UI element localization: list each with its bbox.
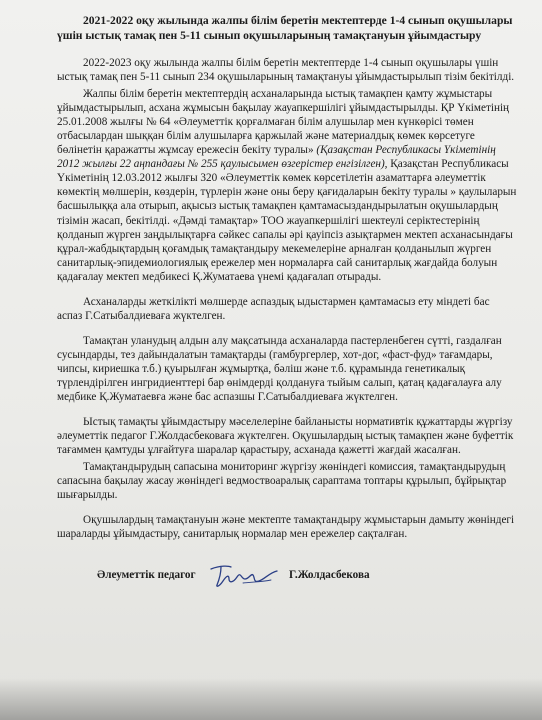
paragraph-legal-basis (57, 87, 517, 284)
signature-name: Г.Жолдасбекова (289, 569, 370, 582)
paragraph-legal-basis-part2: Қазақстан Республикасы Үкіметінің 12.03.2012 жылғы 320 «Әлеуметтік көмек көрсетілетін азаматтарға әлеуметтік көмектің мөлшерін, көздерін, түрлерін және оны беру қағидаларын бекіту туралы » қаулыларын басшылыққа ала отырып, ақысыз ыстық тамақпен қамтамасыздандырылатын оқушылардың тізімін жасап, бекітілді. «Дәмді тамақтар» ТОО жауапкершілігі шектеулі серіктестерінің қолданып жүрген заңдылықтарға сәйкес сапалы әрі қауіпсіз азықтармен мектеп асханасындағы құрал-жабдықтардың қоғамдық тамақтандыру мекемелеріне арналған қолданылып жүрген санитарлық-эпидемиологиялық ережелер мен нормаларға сай санитарлық жағдайда болуын қадағалау мектеп медбикесі Қ.Жуматаева үнемі қадағалап отырады. (57, 158, 517, 283)
paragraph-list-approved: 2022-2023 оқу жылында жалпы білім беретін мектептерде 1-4 сынып оқушылары үшін ыстық тамақ пен 5-11 сынып 234 оқушыларының тамақтануы ұйымдастырылып тізім бекітілді. (57, 57, 515, 84)
signature-role: Әлеуметтік педагог (97, 569, 196, 582)
paragraph-normative-docs: Ыстық тамақты ұйымдастыру мәселелеріне байланысты нормативтік құжаттарды жүргізу әлеуметтік педагог Г.Жолдасбековаға жүктелген. Оқушылардың ыстық тамақпен және буфеттік тағаммен қамтуды ұлғайтуға шаралар қарастыру, асханада қажетті жағдай жасалған. (57, 416, 514, 457)
paragraph-poisoning-prevention: Тамақтан уланудың алдын алу мақсатында асханаларда пастерленбеген сүтті, газдалған сусындарды, тез дайындалатын тамақтарды (гамбургерлер, хот-дог, «фаст-фуд» тағамдары, чипсы, кириешка т.б.) қуырылған жұмыртқа, бәліш және т.б. құрамында генетикалық түрлендірілген ингридиенттері бар өнімдерді қолдануға тыйым салып, қатаң қадағалауға алу медбике Қ.Жуматаевға және бас аспазшы Г.Сатыбалдиеваға жүктелген. (57, 334, 502, 404)
paragraph-legal-basis-italic: (Қазақстан Республикасы Үкіметінің 2012 жылғы 22 аңпандағы № 255 қаулысымен өзгерістер енгізілген), (57, 144, 496, 171)
paragraph-development: Оқушылардың тамақтануын және мектепте тамақтандыру жұмыстарын дамыту жөніндегі шараларды ұйымдастыру, санитарлық нормалар мен ережелер сақталған. (57, 514, 515, 541)
signature-block (57, 567, 517, 591)
document-body (57, 13, 517, 591)
paragraph-monitoring: Тамақтандырудың сапасына мониторинг жүргізу жөніндегі комиссия, тамақтандырудың сапасына бақылау жасау жөніндегі ведмоствоаралық сараптама топтары құрылып, бұйрықтар шығарылды. (57, 461, 507, 502)
paragraph-kitchenware: Асханаларды жеткілікті мөлшерде аспаздық ыдыстармен қамтамасыз ету міндеті бас аспаз Г.Сатыбалдиеваға жүктелген. (57, 295, 490, 322)
paragraph-legal-basis-part1: Жалпы білім беретін мектептердің асханаларында ыстық тамақпен қамту жұмыстары ұйымдастырылып, асхана жұмысын бақылау жауапкершілігі ұйымдастырылды. ҚР Үкіметінің 25.01.2008 жылғы № 64 «Әлеуметтік қорғалмаған білім алушылар мен күнкөрісі төмен отбасылардан шыққан білім алушыларға қаржылай және материалдық көмек көрсетуге бөлінетін қаражатты жұмсау ережесін бекіту туралы» (57, 88, 510, 157)
bottom-shadow (0, 678, 542, 720)
handwritten-signature (207, 561, 281, 589)
document-title: 2021-2022 оқу жылында жалпы білім беретін мектептерде 1-4 сынып оқушылары үшін ыстық тамақ пен 5-11 сынып оқушыларының тамақтануын ұйымдастыру (57, 14, 513, 42)
